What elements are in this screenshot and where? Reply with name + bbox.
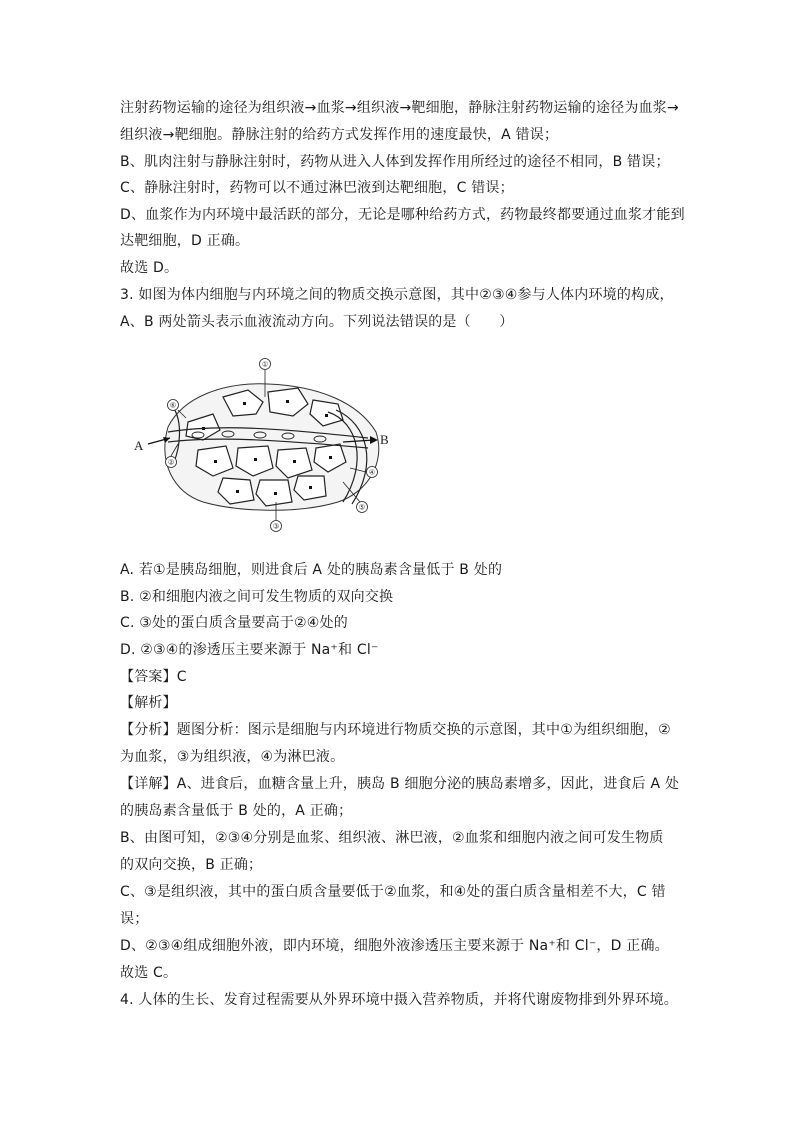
question-4-stem: 4. 人体的生长、发育过程需要从外界环境中摄入营养物质，并将代谢废物排到外界环境。 — [120, 992, 679, 1008]
cell-exchange-diagram — [128, 352, 398, 542]
text-line: 注射药物运输的途径为组织液→血浆→组织液→靶细胞，静脉注射药物运输的途径为血浆→ — [120, 100, 679, 116]
analysis-heading: 【解析】 — [120, 695, 177, 711]
marker-2: ② — [167, 458, 175, 467]
option-a: A. 若①是胰岛细胞，则进食后 A 处的胰岛素含量低于 B 处的 — [120, 562, 503, 578]
answer-line: 【答案】C — [120, 669, 187, 685]
marker-6: ⑥ — [169, 401, 177, 410]
explanation-line: 误； — [120, 911, 149, 927]
question-3-stem: A、B 两处箭头表示血液流动方向。下列说法错误的是（ ） — [120, 314, 514, 330]
explanation-line: 的胰岛素含量低于 B 处的，A 正确； — [120, 803, 353, 819]
explanation-line: 为血浆，③为组织液，④为淋巴液。 — [120, 749, 345, 765]
text-line: 达靶细胞，D 正确。 — [120, 233, 250, 249]
diagram-svg — [128, 352, 398, 542]
text-line: C、静脉注射时，药物可以不通过淋巴液到达靶细胞，C 错误； — [120, 180, 514, 196]
marker-4: ④ — [368, 468, 376, 477]
explanation-line: 的双向交换，B 正确； — [120, 857, 263, 873]
text-line: D、血浆作为内环境中最活跃的部分，无论是哪种给药方式，药物最终都要通过血浆才能到 — [120, 207, 685, 223]
explanation-line: C、③是组织液，其中的蛋白质含量要低于②血浆，和④处的蛋白质含量相差不大，C 错 — [120, 884, 666, 900]
marker-3: ③ — [272, 522, 280, 531]
explanation-line: B、由图可知，②③④分别是血浆、组织液、淋巴液，②血浆和细胞内液之间可发生物质 — [120, 830, 664, 846]
option-c: C. ③处的蛋白质含量要高于②④处的 — [120, 615, 348, 631]
label-a: A — [134, 438, 144, 453]
marker-5: ⑤ — [358, 503, 366, 512]
option-b: B. ②和细胞内液之间可发生物质的双向交换 — [120, 589, 394, 605]
option-d: D. ②③④的渗透压主要来源于 Na⁺和 Cl⁻ — [120, 642, 379, 658]
explanation-line: 故选 C。 — [120, 965, 178, 981]
text-line: 故选 D。 — [120, 260, 179, 276]
question-3-stem: 3. 如图为体内细胞与内环境之间的物质交换示意图，其中②③④参与人体内环境的构成， — [120, 287, 674, 303]
marker-1: ① — [261, 360, 269, 369]
text-line: B、肌肉注射与静脉注射时，药物从进入人体到发挥作用所经过的途径不相同，B 错误； — [120, 154, 670, 170]
explanation-line: 【分析】题图分析：图示是细胞与内环境进行物质交换的示意图，其中①为组织细胞，② — [120, 722, 671, 738]
explanation-line: D、②③④组成细胞外液，即内环境，细胞外液渗透压主要来源于 Na⁺和 Cl⁻，D 正确。 — [120, 938, 669, 954]
explanation-line: 【详解】A、进食后，血糖含量上升，胰岛 B 细胞分泌的胰岛素增多，因此，进食后 A 处 — [120, 776, 680, 792]
text-line: 组织液→靶细胞。静脉注射的给药方式发挥作用的速度最快，A 错误； — [120, 127, 559, 143]
label-b: B — [380, 432, 389, 447]
